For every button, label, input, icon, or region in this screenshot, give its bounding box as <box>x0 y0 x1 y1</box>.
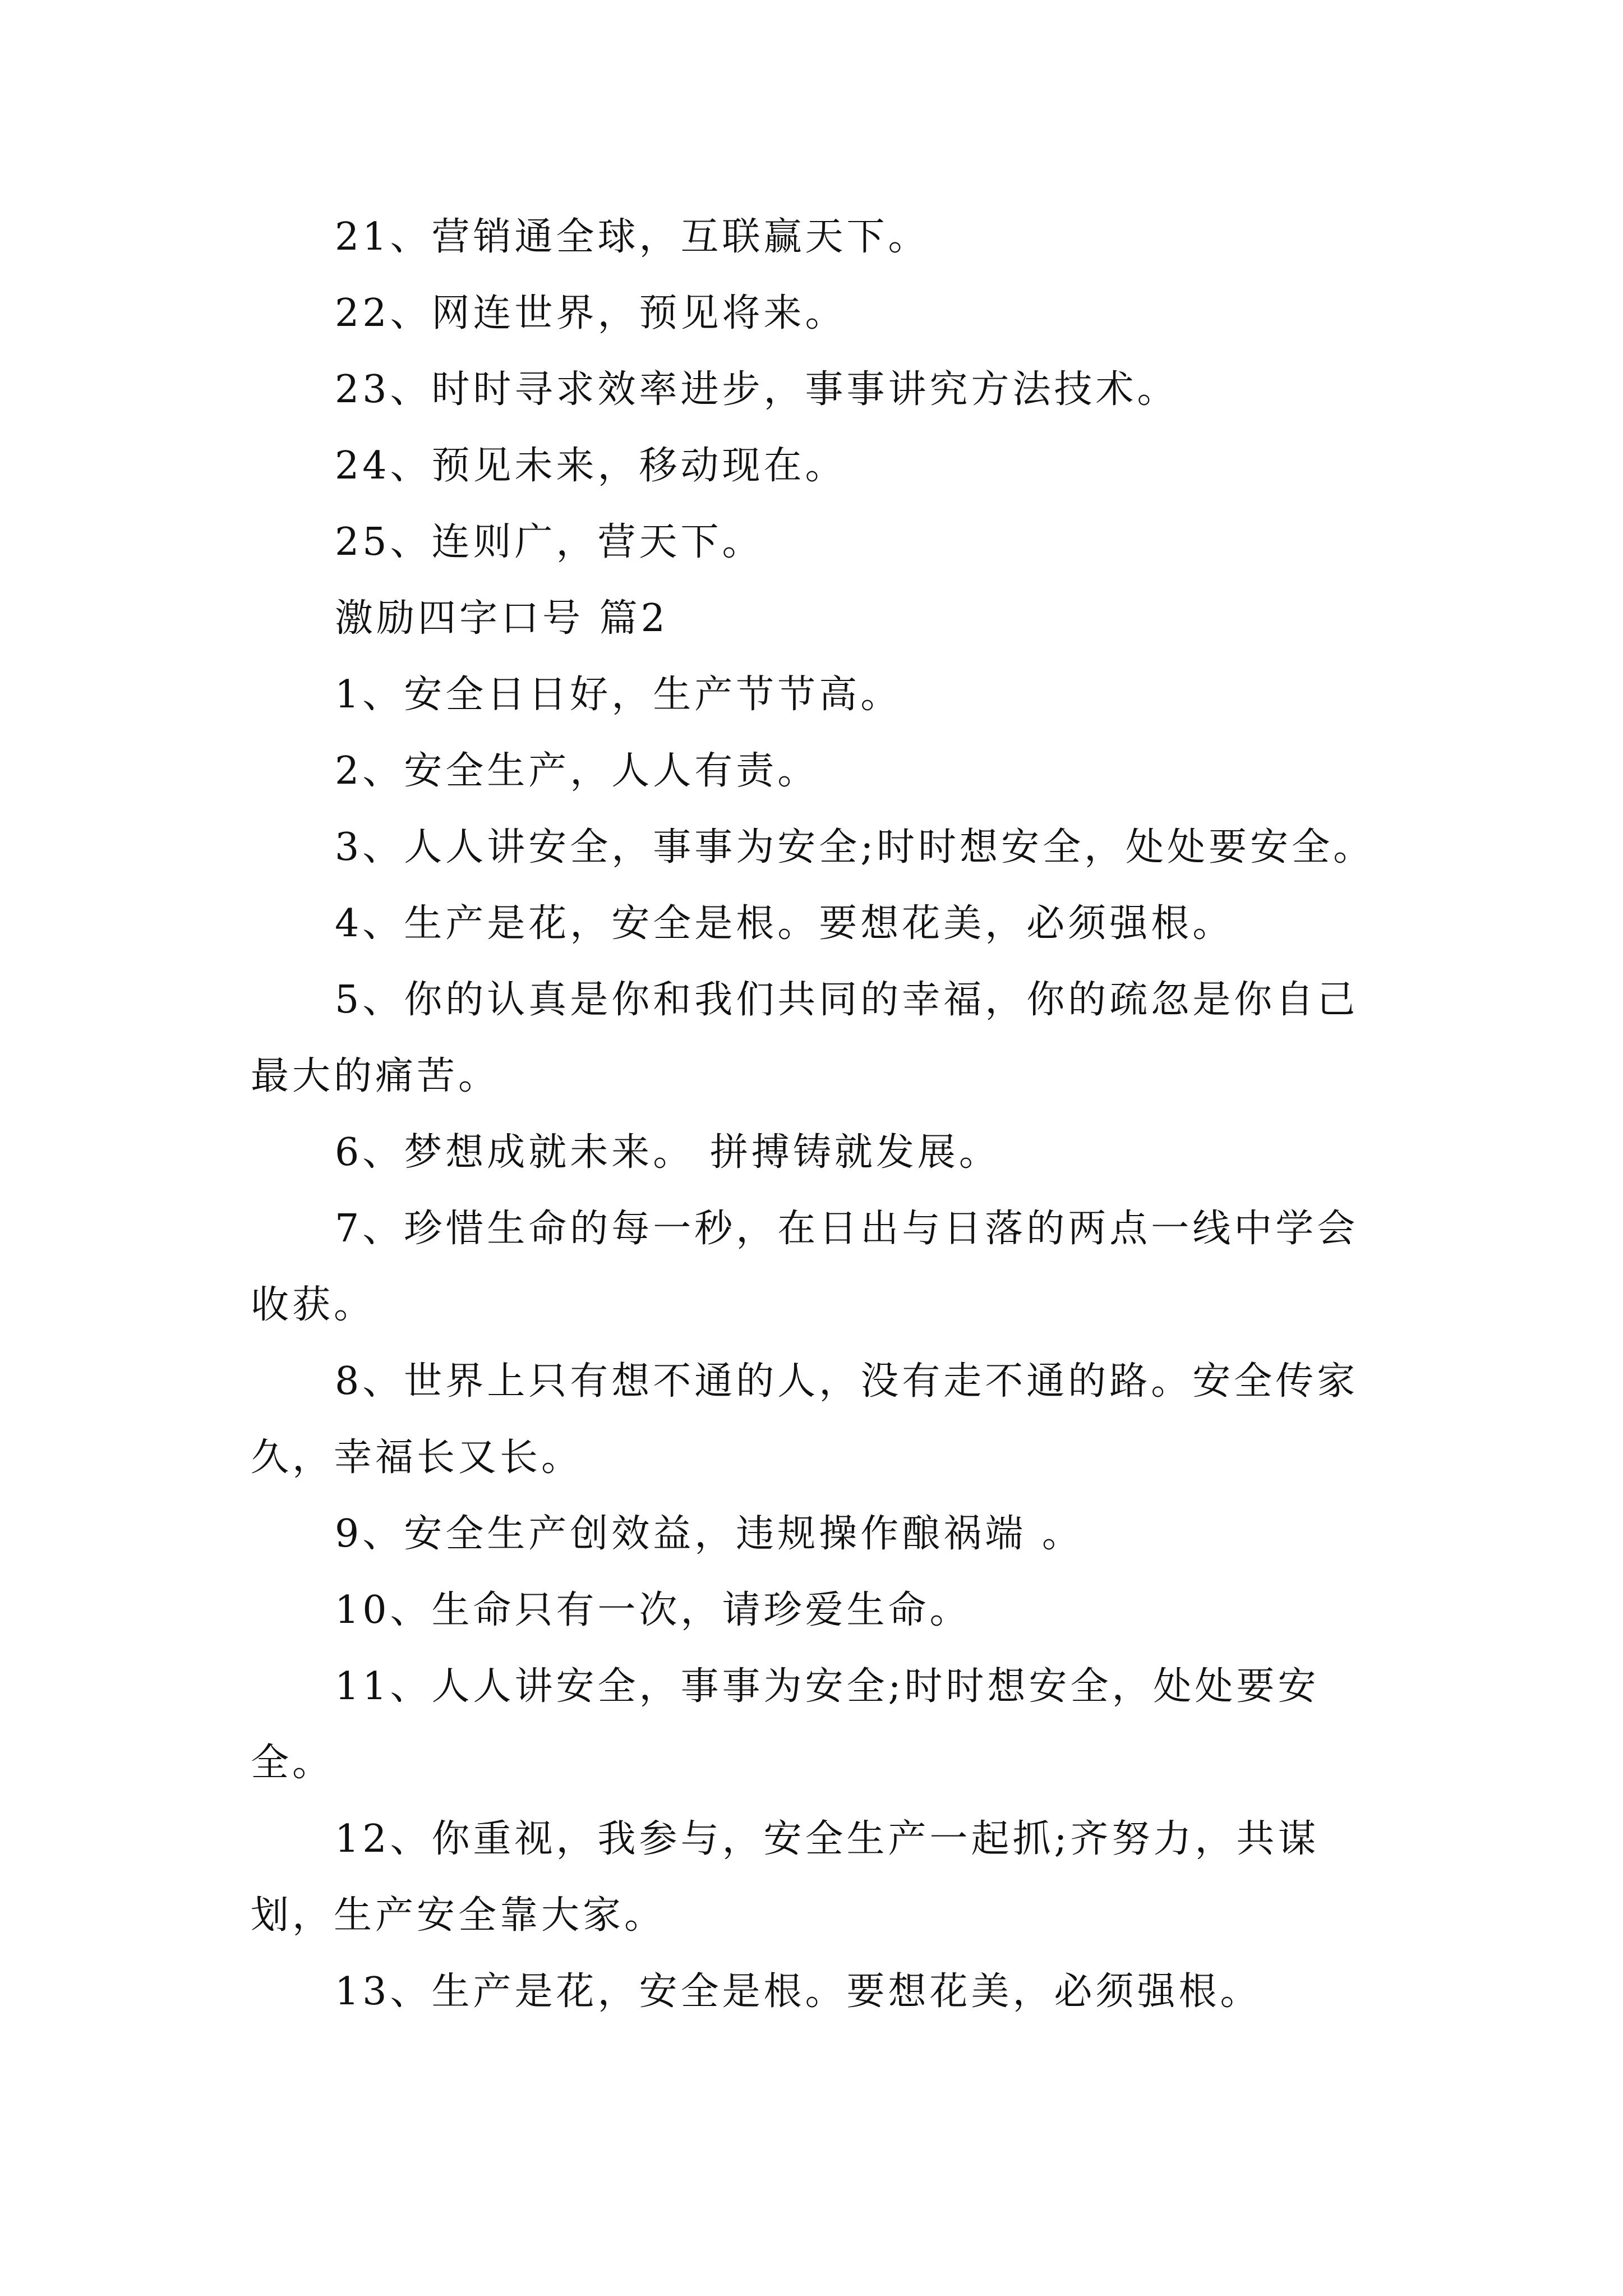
section-heading: 激励四字口号 篇2 <box>335 596 668 641</box>
slogan-25: 25、连则广，营天下。 <box>335 520 764 564</box>
slogan-21: 21、营销通全球，互联赢天下。 <box>335 215 930 259</box>
slogan-8: 8、世界上只有想不通的人，没有走不通的路。安全传家久，幸福长又长。 <box>251 1359 1359 1480</box>
slogan-1: 1、安全日日好，生产节节高。 <box>335 673 902 717</box>
slogan-11: 11、人人讲安全，事事为安全;时时想安全，处处要安全。 <box>251 1664 1320 1785</box>
slogan-12: 12、你重视，我参与，安全生产一起抓;齐努力，共谋划，生产安全靠大家。 <box>251 1817 1320 1938</box>
slogan-7: 7、珍惜生命的每一秒，在日出与日落的两点一线中学会收获。 <box>251 1207 1359 1327</box>
slogan-2: 2、安全生产，人人有责。 <box>335 749 819 793</box>
slogan-24: 24、预见未来，移动现在。 <box>335 444 847 488</box>
slogan-4: 4、生产是花，安全是根。要想花美，必须强根。 <box>335 901 1234 946</box>
slogan-5: 5、你的认真是你和我们共同的幸福，你的疏忽是你自己最大的痛苦。 <box>251 978 1359 1098</box>
slogan-13: 13、生产是花，安全是根。要想花美，必须强根。 <box>335 1970 1262 2014</box>
slogan-6: 6、梦想成就未来。 拼搏铸就发展。 <box>335 1130 1000 1175</box>
slogan-9: 9、安全生产创效益，违规操作酿祸端 。 <box>335 1512 1083 1556</box>
document-body <box>251 199 1392 2030</box>
slogan-22: 22、网连世界，预见将来。 <box>335 291 847 335</box>
slogan-10: 10、生命只有一次，请珍爱生命。 <box>335 1588 971 1632</box>
slogan-3: 3、人人讲安全，事事为安全;时时想安全，处处要安全。 <box>335 825 1375 869</box>
slogan-23: 23、时时寻求效率进步，事事讲究方法技术。 <box>335 367 1179 412</box>
